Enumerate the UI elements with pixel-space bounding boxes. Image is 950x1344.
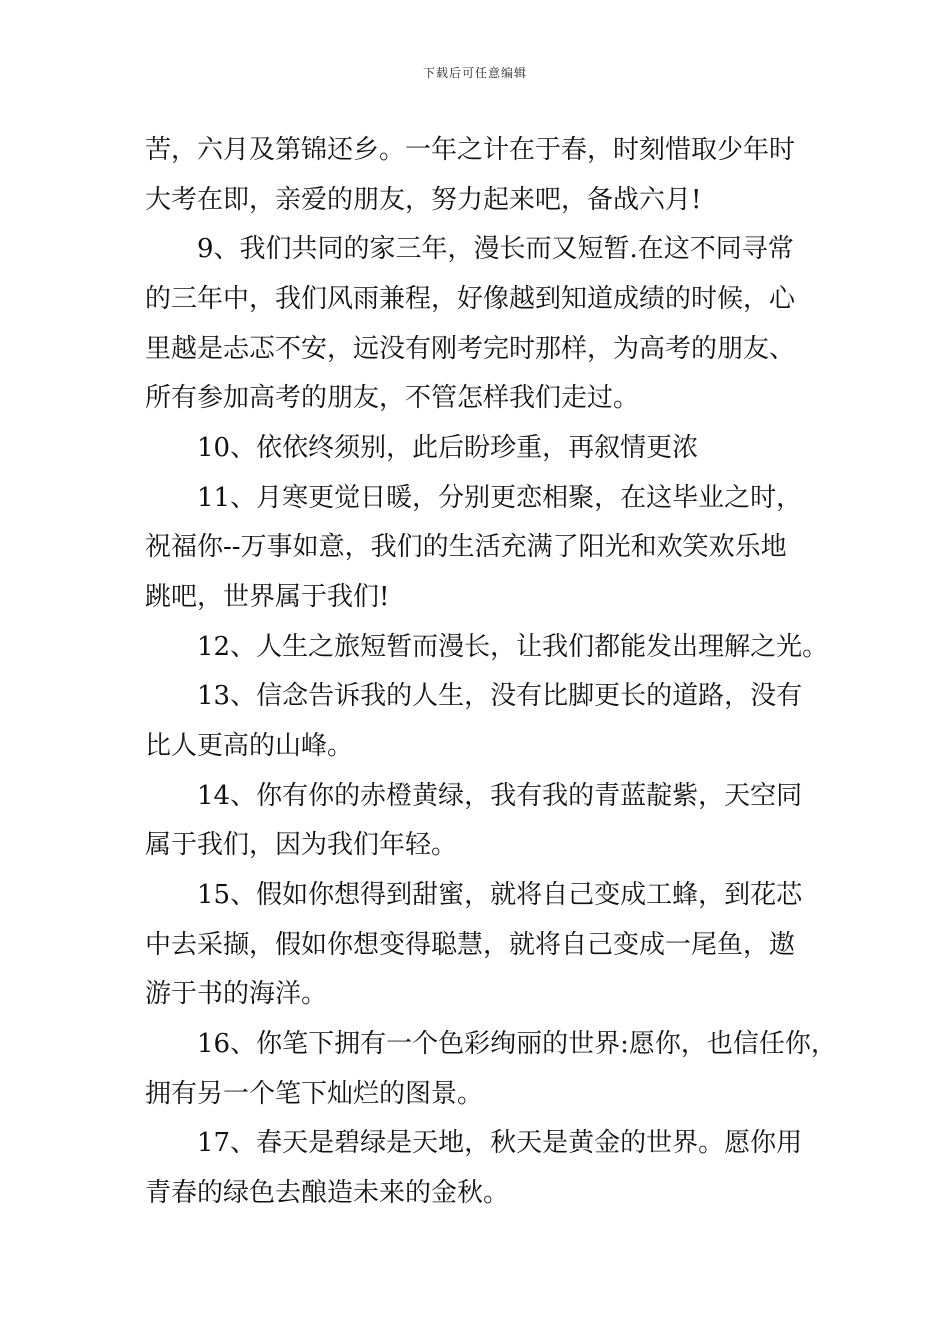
text-line: 比人更高的山峰。 <box>145 731 354 761</box>
page-header: 下载后可任意编辑 <box>422 66 527 80</box>
text-line: 里越是忐忑不安，远没有刚考完时那样，为高考的朋友、 <box>145 334 796 364</box>
text-line: 12、人生之旅短暂而漫长，让我们都能发出理解之光。 <box>197 632 829 662</box>
text-line: 14、你有你的赤橙黄绿，我有我的青蓝靛紫，天空同 <box>197 781 803 811</box>
text-line: 祝福你--万事如意，我们的生活充满了阳光和欢笑欢乐地 <box>145 532 787 562</box>
text-line: 青春的绿色去酿造未来的金秋。 <box>145 1178 510 1208</box>
text-line: 15、假如你想得到甜蜜，就将自己变成工蜂，到花芯 <box>197 880 803 910</box>
text-line: 9、我们共同的家三年，漫长而又短暂.在这不同寻常 <box>197 234 794 264</box>
text-line: 属于我们，因为我们年轻。 <box>145 830 458 860</box>
text-line: 11、月寒更觉日暖，分别更恋相聚，在这毕业之时， <box>197 483 803 513</box>
text-line: 大考在即，亲爱的朋友，努力起来吧，备战六月! <box>145 185 702 215</box>
text-line: 16、你笔下拥有一个色彩绚丽的世界:愿你，也信任你， <box>197 1029 837 1059</box>
text-line: 中去采撷，假如你想变得聪慧，就将自己变成一尾鱼，遨 <box>145 930 796 960</box>
text-line: 17、春天是碧绿是天地，秋天是黄金的世界。愿你用 <box>197 1128 803 1158</box>
text-line: 苦，六月及第锦还乡。一年之计在于春，时刻惜取少年时 <box>145 135 796 165</box>
text-line: 所有参加高考的朋友，不管怎样我们走过。 <box>145 383 640 413</box>
text-line: 13、信念告诉我的人生，没有比脚更长的道路，没有 <box>197 681 803 711</box>
text-line: 10、依依终须别，此后盼珍重，再叙情更浓 <box>197 433 699 463</box>
text-line: 的三年中，我们风雨兼程，好像越到知道成绩的时候，心 <box>145 284 796 314</box>
text-line: 拥有另一个笔下灿烂的图景。 <box>145 1079 484 1109</box>
text-line: 游于书的海洋。 <box>145 979 328 1009</box>
text-line: 跳吧，世界属于我们! <box>145 582 390 612</box>
